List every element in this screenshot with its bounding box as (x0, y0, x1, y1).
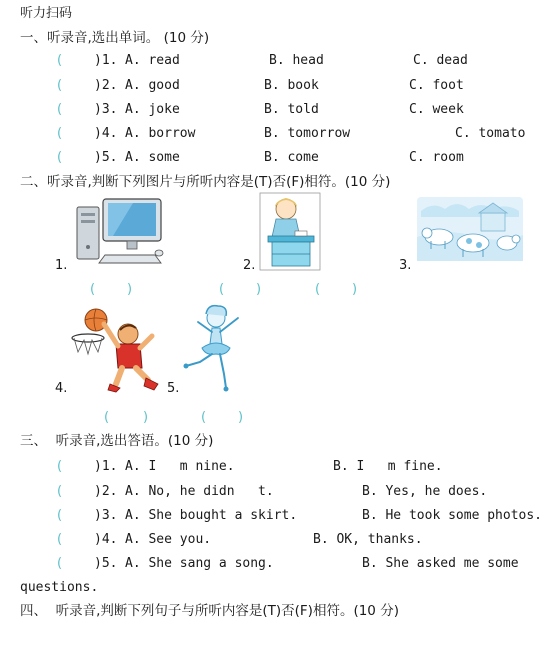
answer-paren-left[interactable]: ( (57, 53, 63, 68)
question-number: )5. (94, 556, 118, 571)
option-a: A. No, he didn t. (125, 484, 274, 499)
answer-paren-right: ) (127, 282, 133, 297)
option-a: A. borrow (125, 126, 196, 141)
section-4-heading: 四、 听录音,判断下列句子与所听内容是(T)否(F)相符。(10 分) (20, 603, 399, 619)
girl-at-desk-icon (260, 193, 322, 271)
answer-paren-left[interactable]: ( (57, 484, 63, 499)
question-number: )2. (94, 484, 118, 499)
answer-paren-left[interactable]: ( (57, 150, 63, 165)
option-a: A. good (125, 78, 180, 93)
section-2-heading: 二、听录音,判断下列图片与所听内容是(T)否(F)相符。(10 分) (20, 174, 391, 190)
s3-question-5-wrap: questions. (20, 580, 99, 595)
option-a: A. See you. (125, 532, 212, 547)
answer-paren-left[interactable]: ( (219, 282, 225, 297)
question-number: )4. (94, 126, 118, 141)
option-b: B. Yes, he does. (362, 484, 488, 499)
option-c: C. dead (413, 53, 468, 68)
option-b: B. She asked me some (362, 556, 519, 571)
answer-paren-right: ) (256, 282, 262, 297)
answer-paren-left[interactable]: ( (90, 282, 96, 297)
question-number: )3. (94, 508, 118, 523)
question-number: )5. (94, 150, 118, 165)
option-c: C. week (409, 102, 464, 117)
answer-paren-left[interactable]: ( (57, 508, 63, 523)
picture-5-number: 5. (167, 381, 180, 396)
option-c: C. room (409, 150, 464, 165)
picture-1-number: 1. (55, 258, 68, 273)
option-b: B. I m fine. (333, 459, 443, 474)
option-b: B. told (264, 102, 319, 117)
answer-paren-left[interactable]: ( (104, 410, 110, 425)
answer-paren-left[interactable]: ( (57, 102, 63, 117)
answer-paren-left[interactable]: ( (57, 126, 63, 141)
answer-paren-left[interactable]: ( (57, 459, 63, 474)
option-c: C. tomato (455, 126, 526, 141)
picture-3-number: 3. (399, 258, 412, 273)
option-a: A. joke (125, 102, 180, 117)
option-b: B. He took some photos. (362, 508, 543, 523)
answer-paren-right: ) (352, 282, 358, 297)
question-number: )3. (94, 102, 118, 117)
option-b: B. book (264, 78, 319, 93)
ballet-dancer-icon (178, 304, 250, 394)
option-b: B. come (264, 150, 319, 165)
option-c: C. foot (409, 78, 464, 93)
option-a: A. She bought a skirt. (125, 508, 298, 523)
picture-4-number: 4. (55, 381, 68, 396)
option-a: A. some (125, 150, 180, 165)
answer-paren-left[interactable]: ( (201, 410, 207, 425)
answer-paren-left[interactable]: ( (57, 556, 63, 571)
answer-paren-right: ) (238, 410, 244, 425)
option-a: A. I m nine. (125, 459, 235, 474)
section-3-heading: 三、 听录音,选出答语。(10 分) (20, 433, 214, 449)
document-title: 听力扫码 (20, 6, 73, 21)
option-b: B. OK, thanks. (313, 532, 423, 547)
option-b: B. head (269, 53, 324, 68)
question-number: )1. (94, 53, 118, 68)
answer-paren-left[interactable]: ( (57, 78, 63, 93)
question-number: )4. (94, 532, 118, 547)
basketball-player-icon (68, 306, 164, 394)
option-a: A. She sang a song. (125, 556, 274, 571)
answer-paren-right: ) (143, 410, 149, 425)
question-number: )1. (94, 459, 118, 474)
section-1-heading: 一、听录音,选出单词。 (10 分) (20, 30, 210, 46)
answer-paren-left[interactable]: ( (57, 532, 63, 547)
option-b: B. tomorrow (264, 126, 351, 141)
option-a: A. read (125, 53, 180, 68)
computer-icon (75, 197, 165, 269)
picture-2-number: 2. (243, 258, 256, 273)
answer-paren-left[interactable]: ( (315, 282, 321, 297)
question-number: )2. (94, 78, 118, 93)
farm-animals-icon (417, 197, 523, 261)
